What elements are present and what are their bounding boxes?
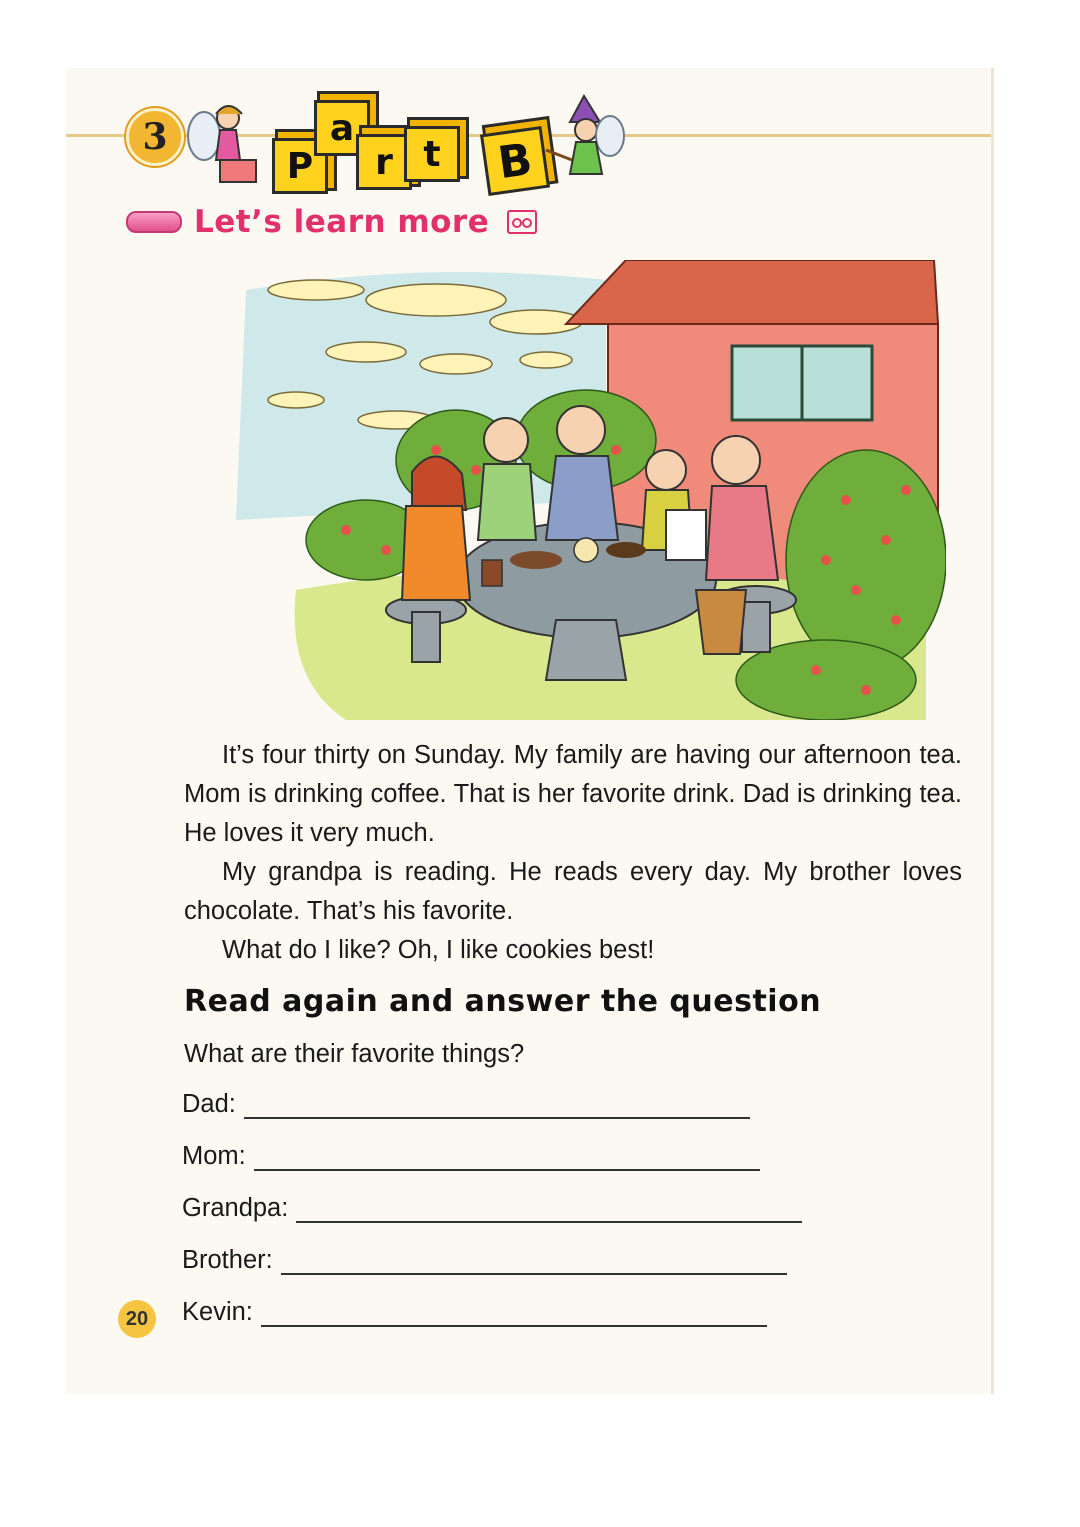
answer-row-brother: [182, 1246, 787, 1275]
part-block-p: P: [272, 138, 328, 194]
story-paragraph: What do I like? Oh, I like cookies best!: [222, 936, 655, 964]
answer-blank-mom[interactable]: [254, 1147, 760, 1171]
fairy-left-icon: [186, 96, 266, 186]
story-paragraph: My grandpa is reading. He reads every day. My brother loves chocolate. That’s his favorite.: [184, 858, 962, 925]
part-block-b: B: [480, 126, 550, 196]
pill-icon: [126, 211, 182, 233]
page-number: 20: [118, 1300, 156, 1338]
answer-label: Kevin:: [182, 1298, 253, 1326]
answer-label: Dad:: [182, 1090, 236, 1118]
answer-blank-grandpa[interactable]: [296, 1199, 802, 1223]
answer-blank-brother[interactable]: [281, 1251, 787, 1275]
textbook-page: [66, 68, 994, 1394]
unit-number-badge: 3: [126, 108, 184, 166]
section-title: Let’s learn more: [194, 204, 490, 240]
answer-blank-dad[interactable]: [244, 1095, 750, 1119]
answer-label: Brother:: [182, 1246, 273, 1274]
section-title-row: [126, 204, 537, 240]
part-block-a: a: [314, 100, 370, 156]
part-block-t: t: [404, 126, 460, 182]
part-block-r: r: [356, 134, 412, 190]
answer-row-kevin: [182, 1298, 767, 1327]
answer-row-mom: [182, 1142, 760, 1171]
fairy-right-icon: [536, 90, 626, 190]
exercise-title: Read again and answer the question: [184, 984, 822, 1019]
answer-row-grandpa: [182, 1194, 802, 1223]
story-paragraph: It’s four thirty on Sunday. My family are having our afternoon tea. Mom is drinking coffee. That is her favorite drink. Dad is drinking tea. He loves it very much.: [184, 741, 962, 847]
exercise-question: What are their favorite things?: [184, 1040, 525, 1068]
story-text: [184, 736, 962, 970]
answer-row-dad: [182, 1090, 750, 1119]
answer-label: Mom:: [182, 1142, 246, 1170]
cassette-tape-icon: [507, 210, 537, 234]
family-afternoon-tea-illustration: [226, 260, 946, 720]
answer-blank-kevin[interactable]: [261, 1303, 767, 1327]
answer-label: Grandpa:: [182, 1194, 289, 1222]
